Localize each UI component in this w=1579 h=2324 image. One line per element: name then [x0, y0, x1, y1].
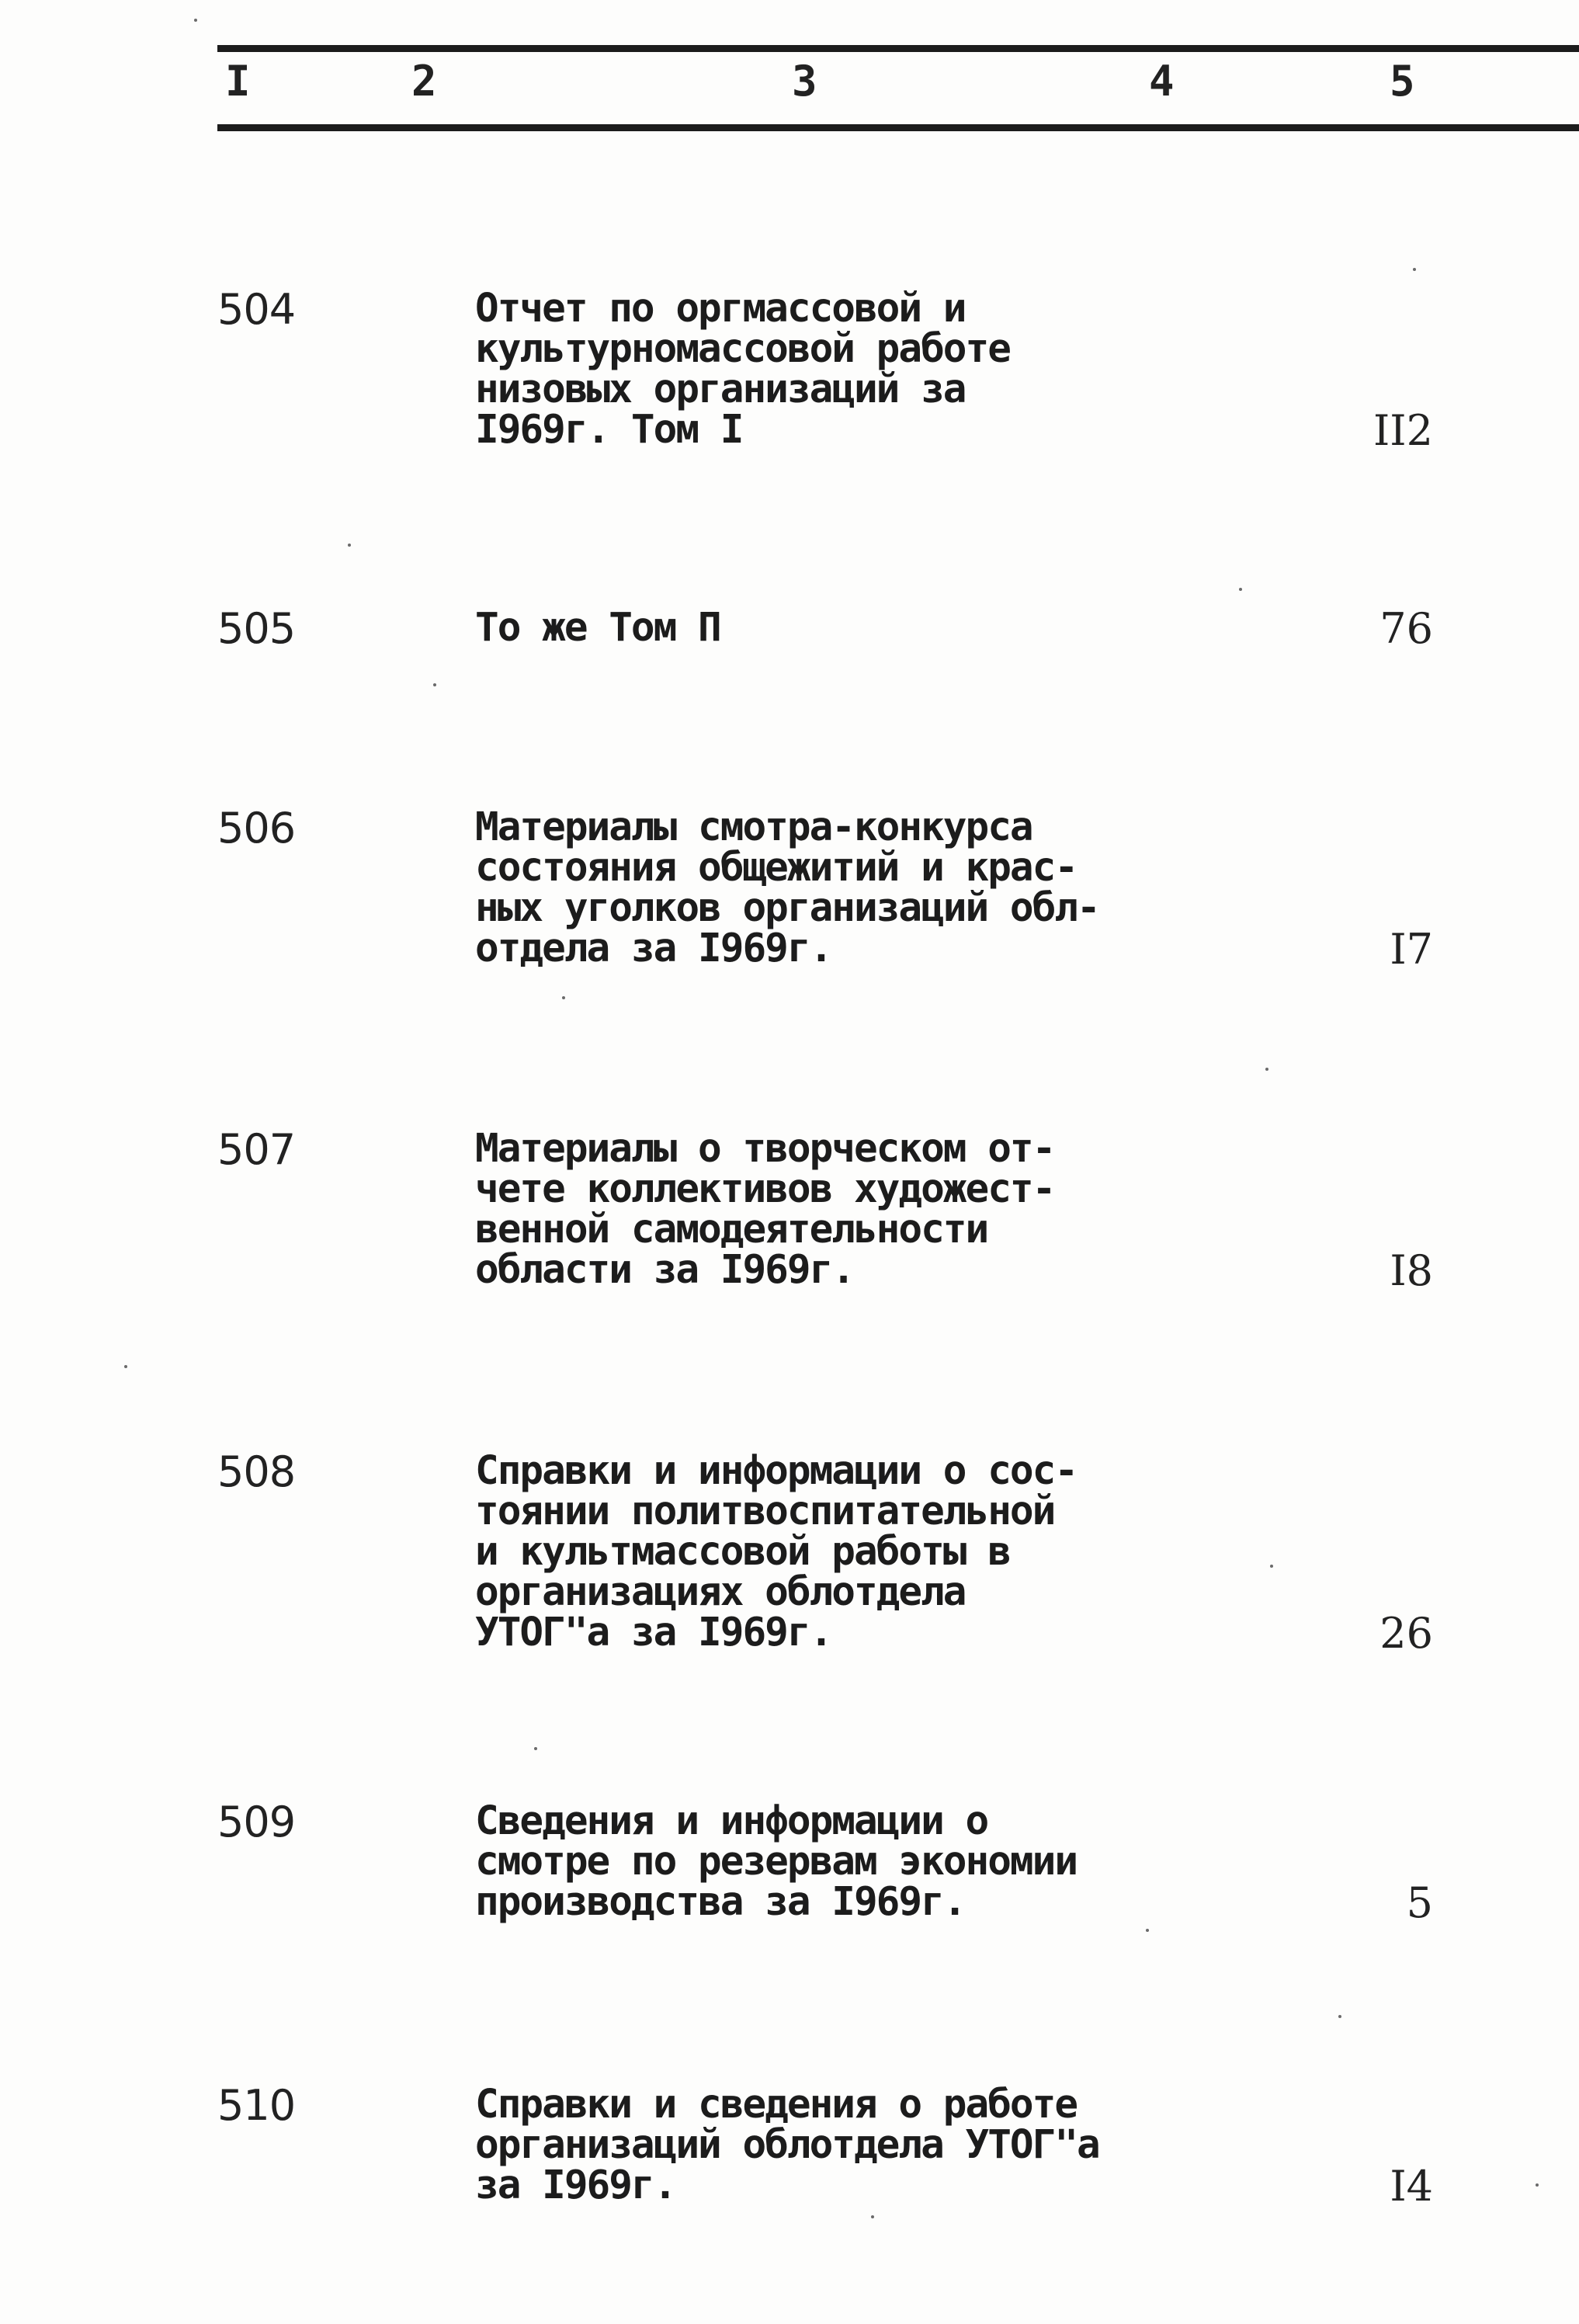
row-number: 505 [217, 604, 296, 653]
row-page-count: II2 [1373, 406, 1433, 455]
column-header-4: 4 [1149, 57, 1175, 106]
row-description: Материалы смотра-конкурса состояния общежитий и крас- ных уголков организаций обл- отдела за I969г. [475, 804, 1099, 971]
paper-speck [433, 683, 436, 686]
row-page-count: I4 [1390, 2162, 1433, 2211]
row-description: То же Том П [475, 605, 720, 651]
paper-speck [1270, 1565, 1273, 1568]
paper-speck [562, 996, 565, 999]
paper-speck [1239, 588, 1242, 591]
row-number: 508 [217, 1447, 296, 1496]
column-header-1: I [225, 57, 251, 106]
table-header-rule [217, 124, 1579, 131]
row-page-count: 76 [1379, 604, 1433, 653]
paper-speck [534, 1747, 537, 1750]
row-description: Справки и сведения о работе организаций облотдела УТОГ"а за I969г. [475, 2082, 1099, 2208]
row-description: Материалы о творческом от- чете коллективов художест- венной самодеятельности области за I969г. [475, 1126, 1055, 1293]
column-header-5: 5 [1390, 57, 1415, 106]
table-top-rule [217, 45, 1579, 52]
row-page-count: 5 [1406, 1878, 1433, 1927]
paper-speck [1146, 1929, 1149, 1932]
paper-speck [871, 2215, 874, 2218]
paper-speck [194, 19, 197, 22]
row-description: Сведения и информации о смотре по резервам экономии производства за I969г. [475, 1798, 1078, 1925]
column-header-2: 2 [411, 57, 437, 106]
column-header-3: 3 [792, 57, 817, 106]
row-description: Отчет по оргмассовой и культурномассовой работе низовых организаций за I969г. Том I [475, 286, 1010, 453]
row-number: 506 [217, 804, 296, 853]
row-page-count: I8 [1390, 1246, 1433, 1295]
row-number: 504 [217, 285, 296, 334]
paper-speck [348, 544, 351, 547]
paper-speck [1338, 2015, 1341, 2018]
row-description: Справки и информации о сос- тоянии политвоспитательной и культмассовой работы в организациях облотдела УТОГ"а за I969г. [475, 1448, 1078, 1655]
paper-speck [124, 1365, 127, 1368]
row-number: 509 [217, 1798, 296, 1846]
row-number: 507 [217, 1125, 296, 1174]
row-page-count: I7 [1390, 925, 1433, 974]
row-page-count: 26 [1379, 1609, 1433, 1658]
paper-speck [1413, 268, 1416, 271]
paper-speck [1265, 1068, 1268, 1071]
row-number: 510 [217, 2081, 296, 2130]
paper-speck [1536, 2183, 1539, 2187]
